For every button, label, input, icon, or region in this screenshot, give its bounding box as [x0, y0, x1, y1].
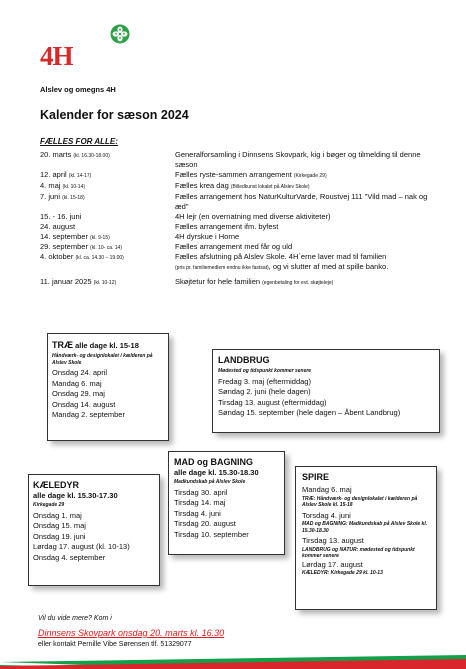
box-heading: MAD og BAGNING	[174, 457, 253, 467]
faelles-heading: FÆLLES FOR ALLE:	[40, 137, 118, 146]
box-date: Tirsdag 13. august (eftermiddag)	[218, 397, 327, 407]
event-date: 11. januar 2025 (kl. 10-12)	[40, 277, 117, 286]
event-desc: 4H dyrskue i Horne	[175, 232, 240, 241]
box-note: KÆLEDYR: Kirkegade 29 kl. 10-13	[302, 570, 383, 576]
event-desc: Skøjtetur for hele familien (egenbetaling for evt. skøjteleje)	[175, 277, 334, 286]
event-row	[40, 252, 440, 273]
box-spire	[295, 466, 437, 610]
event-date: 29. september (kl. 10- ca. 14)	[40, 242, 123, 251]
box-landbrug	[212, 349, 440, 433]
box-date: Onsdag 29. maj	[52, 389, 105, 398]
event-row	[40, 212, 440, 222]
event-date: 4. maj (kl. 10-14)	[40, 181, 86, 190]
event-row	[40, 150, 440, 170]
box-date: Tirsdag 14. maj	[174, 498, 226, 507]
event-desc: Generalforsamling i Dinnsens Skovpark, kig i bøger og tilmelding til denne sæson	[175, 150, 421, 169]
event-desc: Fælles arrangement ifm. byfest	[175, 222, 279, 231]
box-date: Torsdag 4. juni	[302, 510, 351, 520]
box-date: Mandag 2. september	[52, 410, 125, 419]
logo-text: 4H	[40, 41, 73, 71]
footer-contact: eller kontakt Pernille Vibe Sørensen tlf. 51329077	[38, 641, 192, 648]
event-row	[40, 232, 440, 242]
box-note: Kirkegade 29	[33, 502, 65, 508]
event-desc: Fælles ryste-sammen arrangement (Kirkegade 29)	[175, 170, 327, 179]
clover-icon	[110, 24, 130, 44]
event-date: 20. marts (kl. 16.30-18.00)	[40, 150, 110, 159]
box-date: Tirsdag 20. august	[174, 519, 236, 528]
box-date: Lørdag 17. august	[302, 559, 363, 569]
box-note: LANDBRUG og NATUR: mødested og tidspunkt kommer senere	[302, 546, 415, 559]
event-list	[40, 150, 440, 288]
event-date: 24. august	[40, 222, 76, 231]
box-date: Fredag 3. maj (eftermiddag)	[218, 376, 311, 386]
box-date: Tirsdag 10. september	[174, 529, 249, 539]
svg-text:H: H	[114, 32, 117, 36]
svg-text:H: H	[123, 32, 126, 36]
box-heading: TRÆ alle dage kl. 15-18	[52, 340, 139, 350]
box-date: Mandag 6. maj	[302, 485, 352, 494]
event-desc: Fælles arrangement hos NaturKulturVarde, Roustvej 111 "Vild mad – nak og æd"	[175, 192, 428, 211]
box-date: Onsdag 24. april	[52, 368, 108, 377]
box-heading: LANDBRUG	[218, 355, 270, 365]
box-date: Onsdag 4. september	[33, 552, 106, 562]
box-note: MAD og BAGNING: Madkundskab på Alslev Skole kl. 15.30-18.30	[302, 521, 428, 534]
logo-4h	[40, 42, 110, 70]
box-date: Tirsdag 13. august	[302, 536, 364, 545]
footer-question: Vil du vide mere? Kom i	[38, 615, 112, 622]
box-date: Onsdag 1. maj	[33, 510, 82, 520]
box-date: Tirsdag 4. juni	[174, 508, 221, 518]
box-heading: KÆLEDYR	[33, 480, 80, 490]
box-date: Onsdag 15. maj	[33, 521, 86, 530]
event-desc: Fælles krea dag (Billedkunst lokalet på Alslev Skole)	[175, 181, 310, 190]
event-desc: Fælles arrangement med får og uld	[175, 242, 293, 251]
event-row	[40, 242, 440, 252]
box-subheading: alle dage kl. 15.30-18.30	[174, 468, 259, 477]
box-kaeldyr	[28, 474, 160, 586]
event-row	[40, 222, 440, 232]
box-date: Onsdag 19. juni	[33, 531, 86, 541]
box-date: Tirsdag 30. april	[174, 487, 228, 497]
footer-highlight: Dinnsens Skovpark onsdag 20. marts kl. 16.30	[38, 628, 225, 638]
event-row	[40, 192, 440, 212]
event-date: 12. april (kl. 14-17)	[40, 170, 92, 179]
box-note: Håndværk- og designlokalet i kælderen på Alslev Skole	[52, 353, 153, 366]
event-desc: 4H lejr (en overnatning med diverse aktiviteter)	[175, 212, 331, 221]
event-date: 7. juni (kl. 15-18)	[40, 192, 85, 201]
event-desc: Fælles afslutning på Alslev Skole. 4H´erne laver mad til familien (pris pr. familiemedlem endnu ikke fastsat), og vi slutter af med at spille banko.	[175, 252, 389, 271]
svg-text:H: H	[118, 36, 122, 41]
page-title: Kalender for sæson 2024	[40, 108, 189, 122]
box-heading: SPIRE	[302, 472, 330, 482]
event-date: 14. september (kl. 9-15)	[40, 232, 110, 241]
event-row	[40, 170, 440, 181]
box-subheading: alle dage kl. 15.30-17.30	[33, 491, 118, 500]
svg-text:H: H	[118, 27, 122, 32]
box-note: TRÆ: Håndværk- og designlokalet i kælderen på Alslev Skole kl. 15-18	[302, 495, 418, 508]
box-date: Lørdag 17. august (kl. 10-13)	[33, 542, 130, 551]
box-date: Søndag 2. juni (hele dagen)	[218, 387, 311, 396]
event-row	[40, 277, 440, 288]
box-note: Madkundskab på Alslev Skole	[174, 479, 246, 485]
box-mad-bagning	[168, 451, 285, 555]
box-date: Søndag 15. september (hele dagen – Åbent Landbrug)	[218, 408, 401, 417]
org-name: Alslev og omegns 4H	[40, 85, 116, 94]
box-date: Onsdag 14. august	[52, 399, 116, 409]
box-note: Mødested og tidspunkt kommer senere	[218, 368, 312, 374]
event-date: 15. - 16. juni	[40, 212, 82, 221]
box-date: Mandag 6. maj	[52, 378, 102, 388]
event-row	[40, 181, 440, 192]
box-trae	[47, 333, 169, 441]
event-date: 4. oktober (kl. ca. 14.30 – 19.00)	[40, 252, 124, 261]
footer-stripe	[0, 655, 466, 669]
